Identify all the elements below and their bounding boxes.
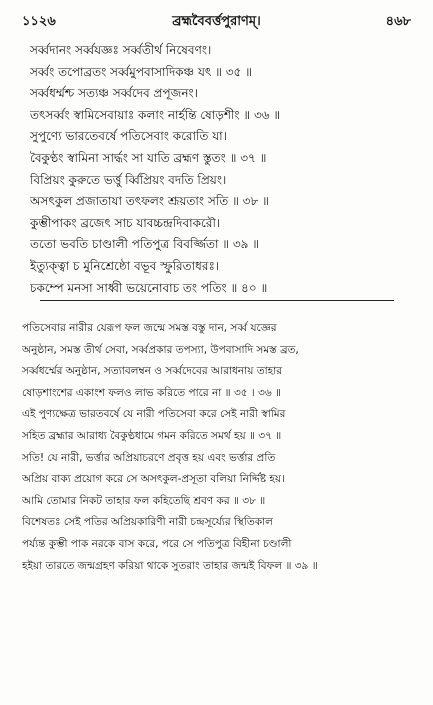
verse-line: বৈকুণ্ঠং স্বামিনা সার্দ্ধং সা যাতি ব্রহ্মণ স্তুতং ॥ ৩৭ ॥ <box>30 150 267 165</box>
page-header <box>22 12 411 34</box>
verse-line: সর্ব্বং তপোব্রতং সর্ব্বমুপবাসাদিকঞ্চ যৎ ॥ ৩৫ ॥ <box>30 64 252 79</box>
commentary-line: অপ্রিয় বাক্য প্রয়োগ করে সে অসৎকুল-প্রসূতা বলিয়া নির্দ্দিষ্ট হয়। <box>22 473 285 486</box>
verse-line: অসৎকুল প্রজাতাযা তৎফলং শ্রূয়তাং সতি ॥ ৩৮ ॥ <box>30 194 269 209</box>
commentary-line: বিশেষতঃ সেই পতির অপ্রিয়কারিণী নারী চন্দ্রসূর্য্যের স্থিতিকাল <box>22 516 273 529</box>
verse-line: ইত্যুক্ত্বা চ মুনিশ্রেষ্ঠো বভূব স্ফুরিতাধরঃ। <box>30 258 220 273</box>
running-title: ব্রহ্মবৈবর্ত্তপুরাণম্। <box>172 14 261 29</box>
verse-line: কুম্ভীপাকং ব্রজেৎ সাচ যাবচ্চন্দ্রদিবাকরৌ। <box>30 215 221 230</box>
verse-line: ততো ভবতি চাণ্ডালী পতিপুত্র বিবর্জ্জিতা ॥ ৩৯ ॥ <box>30 237 260 252</box>
verse-line: চকম্পে মনসা সাধ্বী ভয়েনোবাচ তং পতিং ॥ ৪০ ॥ <box>30 280 268 295</box>
verse-line: সর্ব্বদানং সর্ব্বযজ্ঞঃ সর্ব্বতীর্থ নিষেবণং। <box>30 43 212 57</box>
verse-line: সুপুণ্যে ভারতেবর্ষে পতিসেবাং করোতি যা। <box>30 129 227 144</box>
page-number: ১১২৬ <box>22 14 56 29</box>
verse-block <box>30 40 415 299</box>
commentary-line: এই পুণ্যক্ষেত্র ভারতবর্ষে যে নারী পতিসেবা করে সেই নারী স্বামির <box>22 408 286 421</box>
commentary-line: ষোড়শাংশের একাংশ ফলও লাভ করিতে পারে না ॥ ৩৫ । ৩৬ ॥ <box>22 386 281 399</box>
commentary-line: আমি তোমার নিকট তাহার ফল কহিতেছি শ্রবণ কর ॥ ৩৮ ॥ <box>22 494 266 507</box>
commentary-line: হইয়া তারতে জন্মগ্রহণ করিয়া থাকে সুতরাং তাহার জন্মই বিফল ॥ ৩৯ ॥ <box>22 559 318 572</box>
section-divider <box>40 300 394 301</box>
leaf-number: ৪৬৮ <box>385 14 411 29</box>
commentary-line: পতিসেবার নারীর যেরূপ ফল জন্মে সমস্ত বস্তু দান, সর্ব্ব যজ্ঞের <box>22 322 277 334</box>
commentary-block <box>22 318 419 577</box>
verse-line: তৎসর্ব্বং স্বামিসেবায়াঃ কলাং নার্হন্তি ষোড়শীং ॥ ৩৬ ॥ <box>30 107 281 122</box>
commentary-line: পর্য্যন্ত কুম্ভী পাক নরকে বাস করে, পরে সে পতিপুত্র বিহীনা চণ্ডালী <box>22 537 292 550</box>
commentary-line: অনুষ্ঠান, সমস্ত তীর্থ সেবা, সর্ব্বপ্রকার তপস্যা, উপবাসাদি সমস্ত ব্রত, <box>22 343 299 356</box>
commentary-line: সর্ব্বধর্ম্মের অনুষ্ঠান, সত্যাবলম্বন ও সর্ব্বদেবের আরাধনায় তাহার <box>22 365 283 378</box>
commentary-line: সহিত ব্রহ্মার আরাধ্য বৈকুণ্ঠধামে গমন করিতে সমর্থ হয় ॥ ৩৭ ॥ <box>22 429 282 442</box>
verse-line: বিপ্রিয়ং কুরুতে ভর্ত্তু র্ব্বিপ্রিয়ং বদতি প্রিয়ং। <box>30 172 227 187</box>
commentary-line: সতি! যে নারী, ভর্ত্তার অপ্রিয়াচরণে প্রবৃত্ত হয় এবং ভর্ত্তার প্রতি <box>22 451 276 464</box>
verse-line: সর্ব্বধর্ম্মশ্চ সত্যঞ্চ সর্ব্বদেব প্রপূজনং। <box>30 86 198 101</box>
